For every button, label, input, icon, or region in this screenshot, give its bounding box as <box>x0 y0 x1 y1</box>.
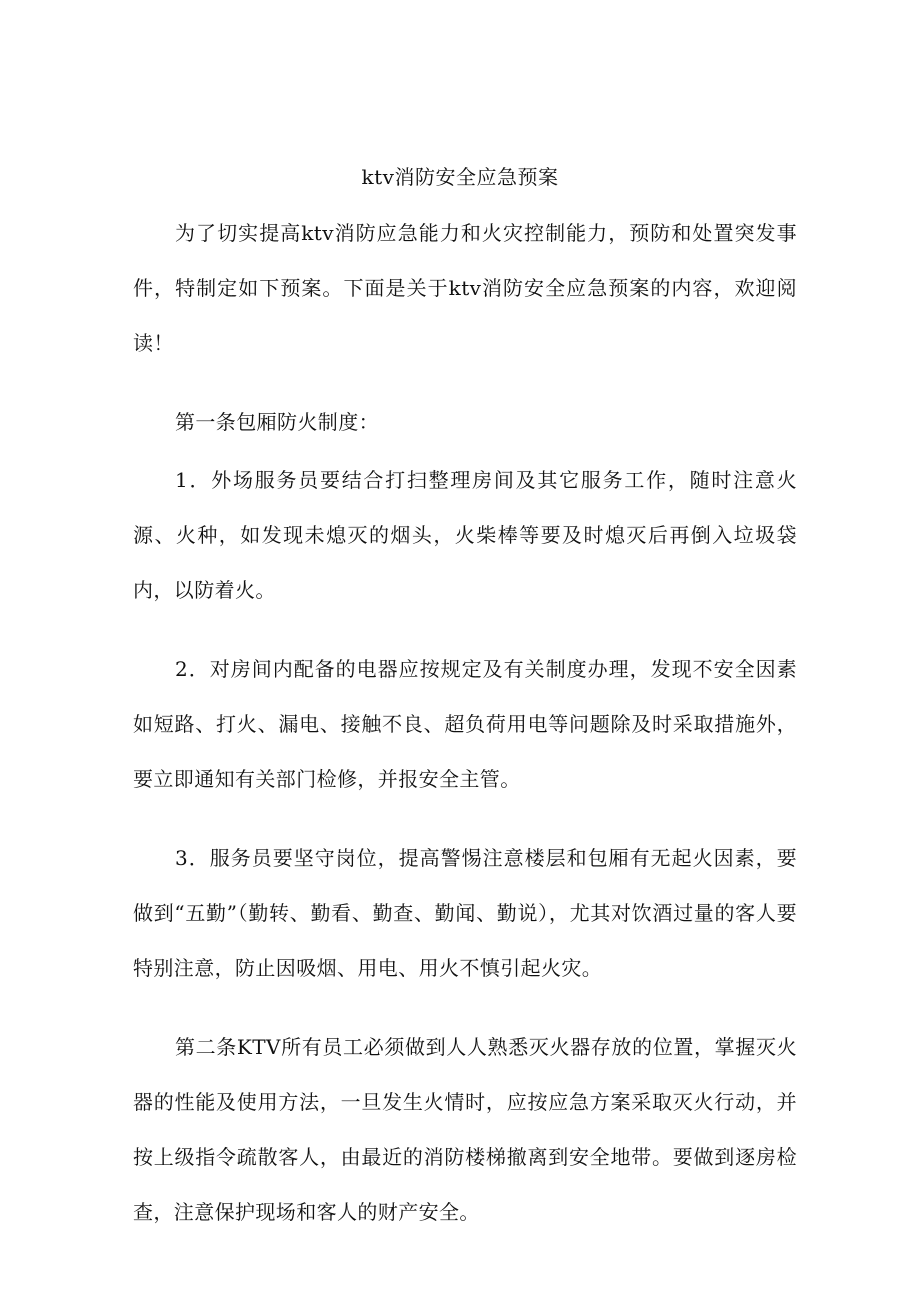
article-one-item-3: 3．服务员要坚守岗位，提高警惕注意楼层和包厢有无起火因素，要做到“五勤”（勤转、勤看、勤查、勤闻、勤说），尤其对饮酒过量的客人要特别注意，防止因吸烟、用电、用火不慎引起火灾。 <box>133 846 797 980</box>
article-one-heading: 第一条包厢防火制度： <box>175 410 379 434</box>
document-body <box>133 206 797 1264</box>
intro-paragraph: 为了切实提高ktv消防应急能力和火灾控制能力，预防和处置突发事件，特制定如下预案。下面是关于ktv消防安全应急预案的内容，欢迎阅读！ <box>133 221 797 355</box>
article-one-item-2: 2．对房间内配备的电器应按规定及有关制度办理，发现不安全因素如短路、打火、漏电、接触不良、超负荷用电等问题除及时采取措施外，要立即通知有关部门检修，并报安全主管。 <box>133 657 797 791</box>
article-two-paragraph: 第二条KTV所有员工必须做到人人熟悉灭火器存放的位置，掌握灭火器的性能及使用方法，一旦发生火情时，应按应急方案采取灭火行动，并按上级指令疏散客人，由最近的消防楼梯撤离到安全地带。要做到逐房检查，注意保护现场和客人的财产安全。 <box>133 1035 797 1224</box>
document-title: ktv消防安全应急预案 <box>361 165 559 189</box>
article-one-item-1: 1．外场服务员要结合打扫整理房间及其它服务工作，随时注意火源、火种，如发现未熄灭的烟头，火柴棒等要及时熄灭后再倒入垃圾袋内，以防着火。 <box>133 468 797 602</box>
